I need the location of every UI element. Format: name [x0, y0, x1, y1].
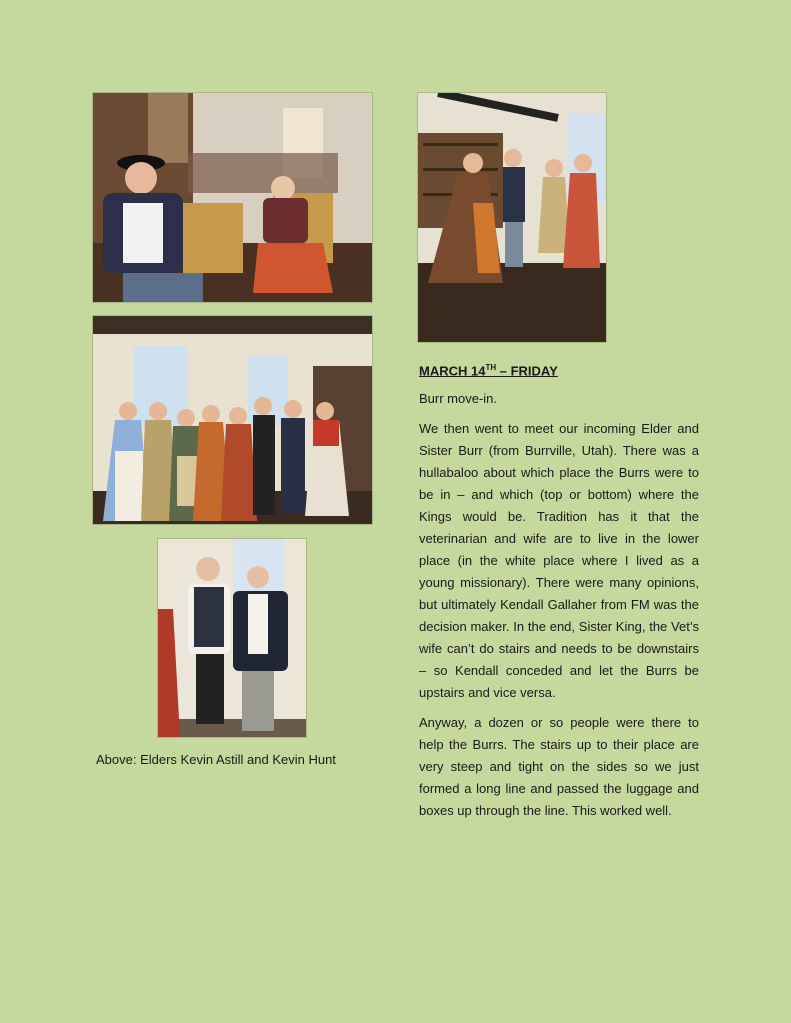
paragraph-intro: Burr move-in.	[419, 391, 498, 407]
photo-women-dancing	[418, 93, 606, 342]
photo-two-elders	[158, 539, 306, 737]
photo-seated-couple	[93, 93, 372, 302]
photo-group-line	[93, 316, 372, 524]
heading-date: MARCH 14	[419, 363, 486, 379]
paragraph-move-details: We then went to meet our incoming Elder and Sister Burr (from Burrville, Utah). There was a hullabaloo about which place the Burrs were to be in – and which (top or bottom) where the Kings would be. Tradition has it that the veterinarian and wife are to live in the lower place (in the white place where I lived as a young missionary). There were many opinions, but ultimately Kendall Gallaher from FM was the decision maker. In the end, Sister King, the Vet’s wife can’t do stairs and needs to be downstairs – so Kendall conceded and let the Burrs be upstairs and vice versa.	[419, 421, 699, 701]
photo-caption: Above: Elders Kevin Astill and Kevin Hunt	[96, 752, 336, 767]
entry-heading	[419, 357, 699, 382]
heading-ordinal-suffix: TH	[485, 363, 497, 372]
journal-entry	[419, 357, 699, 830]
paragraph-helpers: Anyway, a dozen or so people were there to help the Burrs. The stairs up to their place are very steep and tight on the sides so we just formed a long line and passed the luggage and boxes up through the line. This worked well.	[419, 715, 699, 819]
heading-weekday: – FRIDAY	[496, 363, 558, 379]
